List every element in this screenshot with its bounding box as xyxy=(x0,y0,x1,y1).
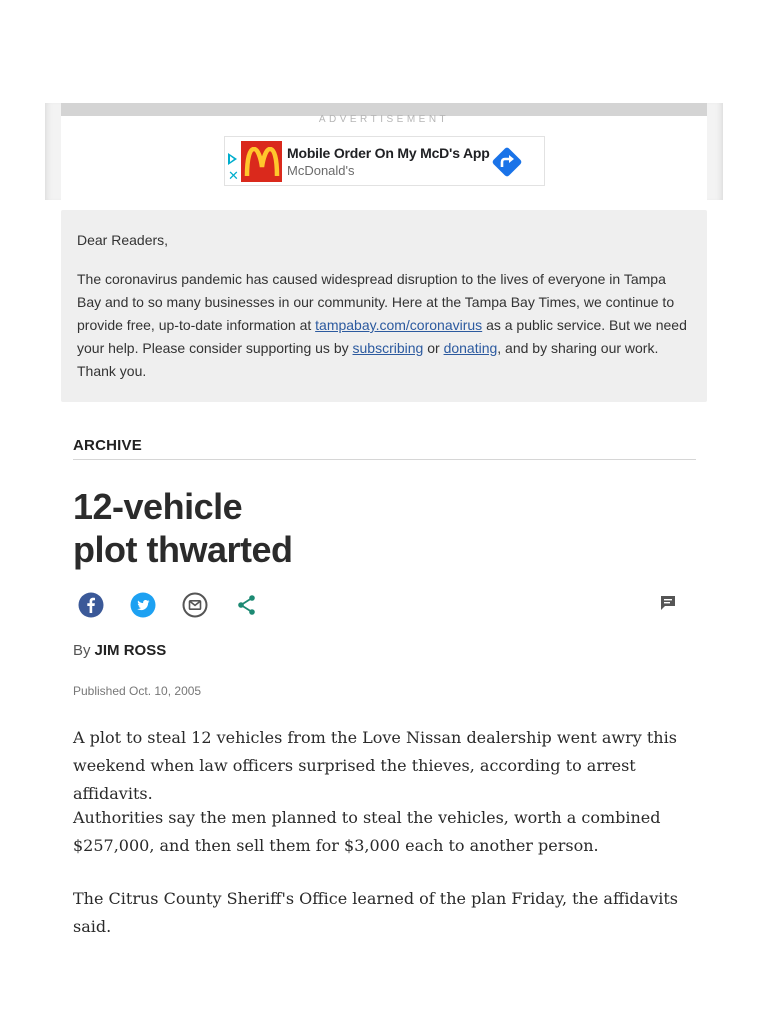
headline-line-1: 12-vehicle xyxy=(73,486,243,527)
donating-link[interactable]: donating xyxy=(443,340,498,356)
twitter-icon[interactable] xyxy=(130,592,156,618)
comment-icon[interactable] xyxy=(659,594,677,612)
email-icon[interactable] xyxy=(182,592,208,618)
article-paragraph: A plot to steal 12 vehicles from the Love Nissan dealership went awry this weekend when law officers surprised the thieves, according to arrest affidavits. xyxy=(73,728,677,803)
ad-banner[interactable] xyxy=(224,136,545,186)
author-name[interactable]: JIM ROSS xyxy=(94,642,167,659)
mcdonalds-logo xyxy=(241,141,282,182)
byline-label: By xyxy=(73,642,91,659)
notice-text-3: or xyxy=(423,340,444,356)
adchoices-icon[interactable] xyxy=(228,153,237,165)
article-headline xyxy=(73,485,433,571)
facebook-icon[interactable] xyxy=(78,592,104,618)
close-ad-icon[interactable]: ✕ xyxy=(228,169,239,184)
article-paragraph: Authorities say the men planned to steal the vehicles, worth a combined $257,000, and then sell them for $3,000 each to another person. xyxy=(73,808,661,855)
share-icon[interactable] xyxy=(234,592,260,618)
advertisement-label: ADVERTISEMENT xyxy=(318,114,450,125)
section-label[interactable]: ARCHIVE xyxy=(73,437,142,454)
section-divider xyxy=(73,459,696,460)
notice-text-1: The coronavirus pandemic has caused widespread disruption to the lives of everyone in Tampa Bay and to so many businesses in our community. Here at the Tampa Bay Times, we continue to provide free, up-to-date information at xyxy=(77,271,675,333)
golden-arches-icon xyxy=(244,147,280,177)
readers-notice xyxy=(61,210,707,402)
coronavirus-link[interactable]: tampabay.com/coronavirus xyxy=(315,317,483,333)
notice-body xyxy=(77,268,693,383)
notice-text-2: as a public service. But we need your help. Please consider supporting us by xyxy=(77,317,687,356)
directions-icon[interactable] xyxy=(491,146,523,178)
headline-line-2: plot thwarted xyxy=(73,529,293,570)
published-date: Published Oct. 10, 2005 xyxy=(73,684,202,698)
notice-greeting: Dear Readers, xyxy=(77,232,169,248)
ad-advertiser: McDonald's xyxy=(287,163,355,178)
article-paragraph: The Citrus County Sheriff's Office learned of the plan Friday, the affidavits said. xyxy=(73,889,679,936)
notice-text-4: , and by sharing our work. Thank you. xyxy=(77,340,659,379)
subscribing-link[interactable]: subscribing xyxy=(352,340,424,356)
ad-title[interactable]: Mobile Order On My McD's App xyxy=(287,145,490,161)
byline xyxy=(73,642,166,659)
